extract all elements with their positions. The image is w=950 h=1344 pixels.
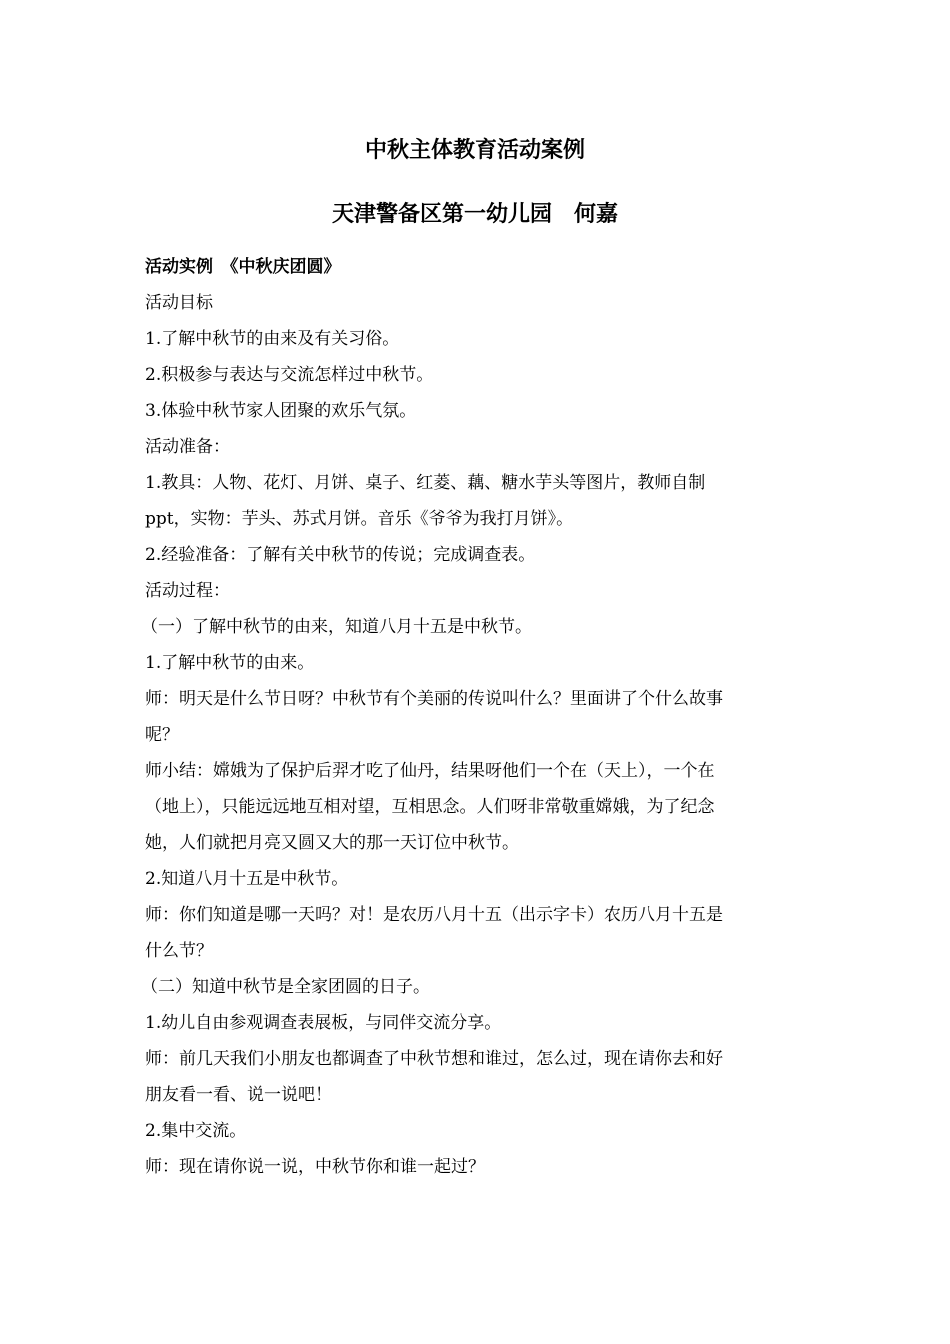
document-body	[141, 249, 805, 1185]
goal-item: 3.体验中秋节家人团聚的欢乐气氛。	[145, 401, 417, 421]
process-step-heading: （一）了解中秋节的由来，知道八月十五是中秋节。	[141, 617, 532, 637]
document-subtitle: 天津警备区第一幼儿园 何嘉	[331, 202, 618, 227]
paragraph-line: 师：明天是什么节日呀？中秋节有个美丽的传说叫什么？里面讲了个什么故事	[145, 689, 723, 709]
process-step-heading: （二）知道中秋节是全家团圆的日子。	[141, 977, 430, 997]
paragraph-line: 呢？	[145, 725, 179, 745]
goal-item: 2.积极参与表达与交流怎样过中秋节。	[145, 365, 434, 385]
process-substep: 2.知道八月十五是中秋节。	[145, 869, 349, 889]
process-substep: 2.集中交流。	[145, 1121, 247, 1141]
preparation-item: 2.经验准备：了解有关中秋节的传说；完成调查表。	[145, 545, 536, 565]
preparation-item: 1.教具：人物、花灯、月饼、桌子、红菱、藕、糖水芋头等图片，教师自制	[145, 473, 706, 493]
paragraph-line: （地上），只能远远地互相对望，互相思念。人们呀非常敬重嫦娥，为了纪念	[145, 797, 715, 817]
paragraph-line: 师小结：嫦娥为了保护后羿才吃了仙丹，结果呀他们一个在（天上），一个在	[145, 761, 715, 781]
activity-heading: 活动实例 《中秋庆团圆》	[145, 257, 341, 277]
goal-item: 1.了解中秋节的由来及有关习俗。	[145, 329, 400, 349]
paragraph-line: 朋友看一看、说一说吧！	[145, 1085, 332, 1105]
paragraph-line: 师：你们知道是哪一天吗？对！是农历八月十五（出示字卡）农历八月十五是	[145, 905, 723, 925]
preparation-item-continued: ppt，实物：芋头、苏式月饼。音乐《爷爷为我打月饼》。	[145, 509, 574, 529]
process-substep: 1.幼儿自由参观调查表展板，与同伴交流分享。	[145, 1013, 502, 1033]
process-substep: 1.了解中秋节的由来。	[145, 653, 315, 673]
document-title: 中秋主体教育活动案例	[364, 138, 585, 163]
section-heading-goals: 活动目标	[145, 293, 213, 313]
paragraph-line: 师：现在请你说一说，中秋节你和谁一起过？	[145, 1157, 485, 1177]
section-heading-process: 活动过程：	[145, 581, 230, 601]
paragraph-line: 她，人们就把月亮又圆又大的那一天订位中秋节。	[145, 833, 519, 853]
paragraph-line: 什么节？	[145, 941, 213, 961]
section-heading-preparation: 活动准备：	[145, 437, 230, 457]
paragraph-line: 师：前几天我们小朋友也都调查了中秋节想和谁过，怎么过，现在请你去和好	[145, 1049, 723, 1069]
